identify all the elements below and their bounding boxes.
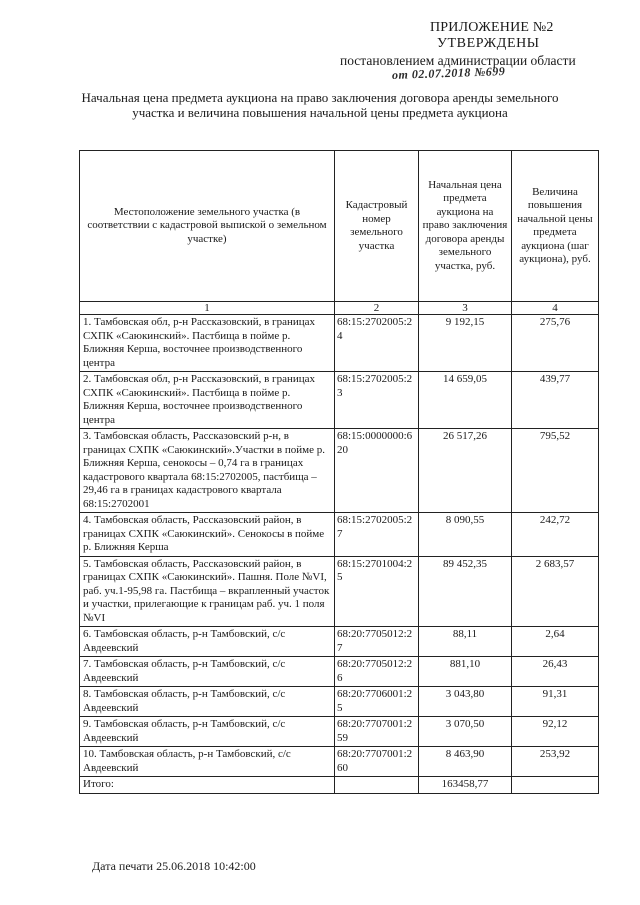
- auction-price-table: [79, 150, 599, 794]
- cell-start-price: 3 043,80: [419, 687, 512, 717]
- table-header-row: [80, 151, 599, 302]
- table-row: [80, 429, 599, 513]
- appendix-number: ПРИЛОЖЕНИЕ №2: [430, 20, 554, 35]
- cell-start-price: 881,10: [419, 657, 512, 687]
- table-row: [80, 513, 599, 557]
- cell-start-price: 3 070,50: [419, 717, 512, 747]
- cell-auction-step: 2,64: [512, 627, 599, 657]
- cell-cadastral-number: 68:15:2701004:25: [335, 556, 419, 627]
- cell-location: 9. Тамбовская область, р-н Тамбовский, с/с Авдеевский: [80, 717, 335, 747]
- column-index: 2: [335, 302, 419, 315]
- cell-start-price: 8 090,55: [419, 513, 512, 557]
- cell-cadastral-number: 68:15:0000000:620: [335, 429, 419, 513]
- cell-auction-step: 92,12: [512, 717, 599, 747]
- cell-cadastral-number: 68:20:7707001:260: [335, 747, 419, 777]
- cell-cadastral-number: 68:15:2702005:27: [335, 513, 419, 557]
- cell-start-price: 26 517,26: [419, 429, 512, 513]
- cell-auction-step: 91,31: [512, 687, 599, 717]
- cell-location: 1. Тамбовская обл, р-н Рассказовский, в границах СХПК «Саюкинский». Пастбища в пойме р. Ближняя Керша, восточнее производственного центра: [80, 315, 335, 372]
- table-row: [80, 657, 599, 687]
- column-index-row: [80, 302, 599, 315]
- cell-start-price: 89 452,35: [419, 556, 512, 627]
- cell-cadastral-number: 68:15:2702005:24: [335, 315, 419, 372]
- approved-label: УТВЕРЖДЕНЫ: [437, 36, 540, 51]
- total-value: 163458,77: [419, 777, 512, 794]
- total-row: [80, 777, 599, 794]
- resolution-text: постановлением администрации области: [340, 53, 576, 68]
- column-header-cadastral: Кадастровый номер земельного участка: [335, 151, 419, 302]
- table-row: [80, 627, 599, 657]
- cell-start-price: 88,11: [419, 627, 512, 657]
- table-row: [80, 717, 599, 747]
- table-row: [80, 315, 599, 372]
- table-body: [80, 315, 599, 777]
- column-header-location: Местоположение земельного участка (в соответствии с кадастровой выпиской о земельном участке): [80, 151, 335, 302]
- total-empty-cell: [335, 777, 419, 794]
- print-date: Дата печати 25.06.2018 10:42:00: [92, 859, 256, 873]
- table-row: [80, 556, 599, 627]
- cell-location: 6. Тамбовская область, р-н Тамбовский, с/с Авдеевский: [80, 627, 335, 657]
- cell-start-price: 9 192,15: [419, 315, 512, 372]
- cell-location: 2. Тамбовская обл, р-н Рассказовский, в границах СХПК «Саюкинский». Пастбища в пойме р. Ближняя Керша, восточнее производственного центра: [80, 372, 335, 429]
- handwritten-resolution-number: от 02.07.2018 №699: [391, 64, 506, 82]
- cell-auction-step: 2 683,57: [512, 556, 599, 627]
- column-header-start-price: Начальная цена предмета аукциона на право заключения договора аренды земельного участка, руб.: [419, 151, 512, 302]
- cell-cadastral-number: 68:20:7705012:27: [335, 627, 419, 657]
- column-index: 4: [512, 302, 599, 315]
- cell-auction-step: 439,77: [512, 372, 599, 429]
- cell-auction-step: 275,76: [512, 315, 599, 372]
- cell-auction-step: 242,72: [512, 513, 599, 557]
- cell-auction-step: 795,52: [512, 429, 599, 513]
- total-label: Итого:: [80, 777, 335, 794]
- cell-cadastral-number: 68:15:2702005:23: [335, 372, 419, 429]
- table-row: [80, 687, 599, 717]
- cell-location: 7. Тамбовская область, р-н Тамбовский, с/с Авдеевский: [80, 657, 335, 687]
- cell-location: 8. Тамбовская область, р-н Тамбовский, с/с Авдеевский: [80, 687, 335, 717]
- column-header-step: Величина повышения начальной цены предмета аукциона (шаг аукциона), руб.: [512, 151, 599, 302]
- cell-cadastral-number: 68:20:7705012:26: [335, 657, 419, 687]
- cell-location: 5. Тамбовская область, Рассказовский район, в границах СХПК «Саюкинский». Пашня. Поле №VI, раб. уч.1-95,98 га. Пастбища – вкрапленный участок и участки, прилегающие к границам раб. уч. 1 поля №VI: [80, 556, 335, 627]
- cell-start-price: 8 463,90: [419, 747, 512, 777]
- cell-cadastral-number: 68:20:7706001:25: [335, 687, 419, 717]
- column-index: 1: [80, 302, 335, 315]
- cell-location: 4. Тамбовская область, Рассказовский район, в границах СХПК «Саюкинский». Сенокосы в пойме р. Ближняя Керша: [80, 513, 335, 557]
- column-index: 3: [419, 302, 512, 315]
- cell-location: 10. Тамбовская область, р-н Тамбовский, с/с Авдеевский: [80, 747, 335, 777]
- document-title: Начальная цена предмета аукциона на право заключения договора аренды земельного участка и величина повышения начальной цены предмета аукциона: [81, 90, 559, 120]
- cell-auction-step: 253,92: [512, 747, 599, 777]
- cell-auction-step: 26,43: [512, 657, 599, 687]
- cell-location: 3. Тамбовская область, Рассказовский р-н, в границах СХПК «Саюкинский».Участки в пойме р. Ближняя Керша, сенокосы – 0,74 га в границах кадастрового квартала 68:15:2702005, пастбища – 29,46 га в границах кадастрового квартала 68:15:2702001: [80, 429, 335, 513]
- cell-cadastral-number: 68:20:7707001:259: [335, 717, 419, 747]
- table-row: [80, 372, 599, 429]
- cell-start-price: 14 659,05: [419, 372, 512, 429]
- total-empty-cell: [512, 777, 599, 794]
- table-row: [80, 747, 599, 777]
